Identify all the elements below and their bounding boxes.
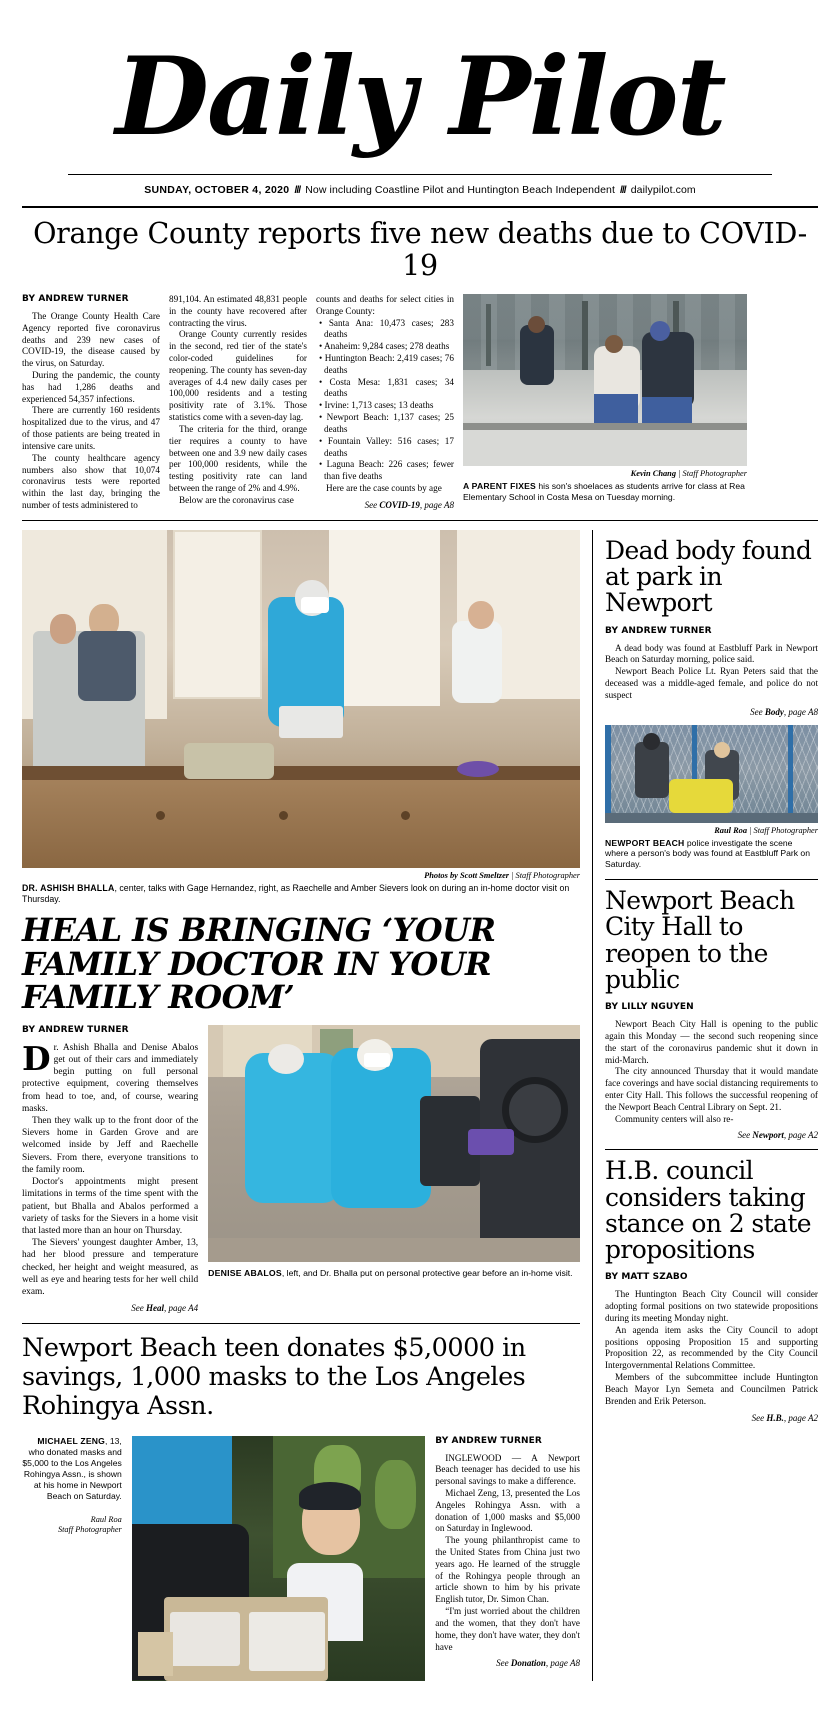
sidebar-body-photo [605, 725, 818, 823]
sidebar-body-jumpline[interactable] [605, 702, 818, 717]
lead-col2-text [169, 294, 307, 507]
cutline-lead: DR. ASHISH BHALLA [22, 882, 115, 893]
feature-byline: BY ANDREW TURNER [22, 1024, 129, 1035]
bottom-story-headline: Newport Beach teen donates $5,0000 in savings, 1,000 masks to the Los Angeles Rohingya Assn. [22, 1333, 526, 1422]
lead-headline: Orange County reports five new deaths due to COVID-19 [33, 217, 807, 283]
photo-credit-role: Staff Photographer [682, 468, 747, 478]
photo-credit-role: Staff Photographer [57, 1525, 122, 1535]
sidebar-hb-byline: BY MATT SZABO [605, 1272, 688, 1283]
feature-photo-secondary [208, 1025, 580, 1262]
sidebar-body-text [605, 643, 818, 702]
bottom-story-jumpline[interactable] [435, 1653, 580, 1668]
cutline-lead: A PARENT FIXES [463, 480, 536, 491]
masthead-title: Daily Pilot [115, 34, 725, 160]
paragraph: Doctor's appointments might present limitations in terms of the time spent with the patient, but Bhalla and Abalos performed a variety of tasks for the Sievers in a home visit that lasted more than an hour on Thursday. [22, 1177, 199, 1236]
paragraph: Dr. Ashish Bhalla and Denise Abalos get out of their cars and immediately begin putting on full personal protective equipment, covering themselves from head to toe, and, of course, wearing masks. [22, 1038, 199, 1114]
paragraph: During the pandemic, the county has had 1,286 deaths and experienced 54,357 infections. [22, 370, 160, 404]
sidebar-cityhall-jumpline[interactable] [605, 1125, 818, 1140]
cutline-lead: MICHAEL ZENG [37, 1435, 106, 1446]
paragraph: INGLEWOOD — A Newport Beach teenager has decided to use his personal savings to make a difference. [435, 1452, 580, 1487]
bottom-story-text-column [435, 1436, 580, 1681]
city-case-item: • Santa Ana: 10,473 cases; 283 deaths [319, 317, 454, 340]
dateline-separator-1: /// [294, 184, 301, 197]
jump-see: See [737, 1130, 751, 1141]
sidebar-cityhall-headline: Newport Beach City Hall to reopen to the public [605, 886, 795, 994]
paragraph: The criteria for the third, orange tier requires a county to have between one and 3.9 new daily cases per 100,000 residents, while the testing positivity rate can land between the range of 2% and 4.9%. [169, 423, 307, 493]
sidebar-body-cutline [605, 835, 818, 870]
paragraph: Newport Beach City Hall is opening to the public again this Monday — the second such reopening since the start of the coronavirus pandemic shut it down in mid-March. [605, 1019, 818, 1065]
paragraph: Below are the coronavirus case [179, 494, 294, 505]
paragraph: Michael Zeng, 13, presented the Los Angeles Rohingya Assn. with a donation of 1,000 masks and $5,000 on Saturday in Inglewood. [435, 1487, 580, 1534]
bottom-story-photo-credit [22, 1503, 122, 1537]
sidebar-cityhall-text [605, 1019, 818, 1125]
lead-column-3 [316, 294, 454, 512]
paragraph: Orange County currently resides in the second, red tier of the state's color-coded guidelines for reopening. The county has seven-day averages of 4.4 new daily cases per 100,000 residents and a testing positivity rate of 3.1%. Those statistics come with a seven-day lag. [169, 329, 307, 423]
lead-photo-credit: Kevin Chang | Staff Photographer [630, 468, 747, 478]
lead-column-1 [22, 294, 160, 512]
lead-byline: BY ANDREW TURNER [22, 293, 129, 304]
photo-credit-role: Staff Photographer [515, 870, 580, 880]
cutline-rest: , 13, who donated masks and $5,000 to the Los Angeles Rohingya Assn., is shown at his home in Newport Beach on Saturday. [22, 1435, 122, 1502]
jump-see: See [364, 499, 378, 510]
lead-photo-block [463, 294, 747, 512]
lead-column-2 [169, 294, 307, 512]
bottom-story-byline: BY ANDREW TURNER [435, 1435, 542, 1446]
feature-text-column [22, 1025, 198, 1314]
lead-photo-cutline [463, 478, 747, 503]
feature-photo-secondary-block [208, 1025, 580, 1314]
paragraph: The young philanthropist came to the United States from China just two years ago. He learned of the struggle of the Rohingya people through an article shown to him by his private English tutor, Dr. Simon Chan. [435, 1535, 580, 1605]
photo-credit-name: Photos by Scott Smeltzer [424, 870, 510, 880]
dateline-date: SUNDAY, OCTOBER 4, 2020 [144, 184, 290, 197]
sidebar-body-byline: BY ANDREW TURNER [605, 625, 712, 636]
jump-page: , page A8 [783, 706, 818, 717]
paragraph: Here are the case counts by age [326, 482, 442, 493]
jump-page: , page A8 [545, 1658, 580, 1669]
lead-col1-text [22, 311, 160, 512]
column-divider [592, 530, 593, 1681]
bottom-story-body [435, 1453, 580, 1654]
lead-jumpline[interactable] [316, 495, 454, 510]
dateline-separator-2: /// [619, 184, 626, 197]
sidebar-body-headline: Dead body found at park in Newport [605, 535, 812, 618]
paragraph: The Orange County Health Care Agency reported five coronavirus deaths and 239 new cases of COVID-19, the disease caused by the virus, on Saturday. [22, 310, 160, 369]
dateline-bar [22, 175, 818, 206]
paragraph: Members of the subcommittee include Huntington Beach Mayor Lyn Semeta and Councilmen Patrick Brenden and Erik Peterson. [605, 1372, 818, 1406]
jump-label: H.B. [766, 1412, 784, 1423]
feature-photo-main [22, 530, 580, 868]
paragraph: A dead body was found at Eastbluff Park in Newport Beach on Saturday morning, police said. [605, 642, 818, 665]
masthead [22, 0, 818, 160]
jump-label: Newport [752, 1130, 784, 1141]
left-zone [22, 530, 592, 1681]
bottom-story-photo-block [132, 1436, 425, 1681]
jump-page: , page A2 [783, 1412, 818, 1423]
jump-page: , page A4 [164, 1303, 199, 1314]
jump-page: , page A8 [419, 499, 454, 510]
paragraph: “I'm just worried about the children and the women, that they don't have home, they don't have water, they don't have [435, 1606, 580, 1652]
paragraph: The Huntington Beach City Council will consider adopting formal positions on two statewide propositions during its meeting Monday night. [605, 1289, 818, 1324]
feature-photo-credit: Photos by Scott Smeltzer | Staff Photographer [424, 870, 580, 880]
city-case-item: • Costa Mesa: 1,831 cases; 34 deaths [319, 376, 454, 399]
jump-see: See [496, 1658, 509, 1669]
lead-photo [463, 294, 747, 466]
dateline-website[interactable]: dailypilot.com [630, 184, 696, 197]
feature-photo-cutline [22, 880, 580, 905]
paragraph: The county healthcare agency numbers also show that 10,074 coronavirus tests were reported within the last day, bringing the number of tests administered to [22, 452, 160, 510]
sidebar-hb-headline: H.B. council considers taking stance on 2 state propositions [605, 1156, 811, 1265]
city-case-item: • Fountain Valley: 516 cases; 17 deaths [319, 435, 454, 458]
jump-label: COVID-19 [379, 499, 420, 510]
sidebar-hb-jumpline[interactable] [605, 1408, 818, 1423]
sidebar-hb-text [605, 1289, 818, 1407]
city-case-item: • Huntington Beach: 2,419 cases; 76 deaths [319, 353, 454, 375]
feature-headline: HEAL IS BRINGING ‘YOUR FAMILY DOCTOR IN YOUR FAMILY ROOM’ [22, 910, 496, 1017]
jump-page: , page A2 [783, 1130, 818, 1141]
jump-label: Heal [146, 1303, 165, 1314]
paragraph: 891,104. An estimated 48,831 people in the county have recovered after contracting the virus. [169, 293, 307, 328]
right-sidebar [605, 530, 818, 1681]
cutline-rest: , left, and Dr. Bhalla put on personal protective gear before an in-home visit. [281, 1267, 573, 1278]
paragraph: There are currently 160 residents hospitalized due to the virus, and 47 of those patients are being treated in intensive care units. [22, 405, 160, 451]
jump-see: See [750, 706, 763, 717]
bottom-story-photo [132, 1436, 425, 1681]
cutline-rest: , center, talks with Gage Hernandez, right, as Raechelle and Amber Sievers look on during an in-home doctor visit on Thursday. [22, 882, 570, 904]
photo-credit-name: Raul Roa [90, 1514, 122, 1524]
bottom-story-caption [22, 1436, 122, 1681]
paragraph: The Sievers' youngest daughter Amber, 13, had her blood pressure and temperature checked, her height and weight measured, as well as eye and hearing tests for her well child exam. [22, 1238, 199, 1298]
bottom-story-row [22, 1432, 580, 1681]
sidebar-body-photo-credit: Raul Roa | Staff Photographer [714, 825, 818, 835]
cutline-rest: police investigate the scene where a person's body was found at Eastbluff Park on Saturday. [605, 837, 810, 870]
cutline-lead: NEWPORT BEACH [605, 837, 685, 848]
paragraph: An agenda item asks the City Council to adopt positions opposing Proposition 15 and supporting Proposition 22, as recommended by the City Council Intergovernmental Relations Committee. [605, 1324, 818, 1371]
cutline-rest: his son's shoelaces as students arrive for class at Rea Elementary School in Costa Mesa on Tuesday morning. [463, 480, 745, 502]
paragraph: Community centers will also re- [615, 1113, 734, 1124]
paragraph: Then they walk up to the front door of the Sievers home in Garden Grove and are welcomed inside by Jeff and Raechelle Sievers. From there, everyone transitions to the family room. [22, 1116, 199, 1175]
jump-see: See [751, 1412, 765, 1423]
paragraph: counts and deaths for select cities in Orange County: [316, 293, 454, 316]
dateline-tagline: Now including Coastline Pilot and Huntington Beach Independent [305, 184, 615, 197]
feature-body-row [22, 1025, 580, 1314]
photo-credit-name: Raul Roa [714, 825, 748, 835]
feature-jumpline[interactable] [22, 1298, 198, 1313]
city-case-item: • Anaheim: 9,284 cases; 278 deaths [319, 341, 450, 352]
jump-label: Donation [510, 1658, 546, 1669]
cutline-lead: DENISE ABALOS [208, 1267, 282, 1278]
feature-photo-secondary-cutline [208, 1262, 580, 1279]
photo-credit-role: Staff Photographer [753, 825, 818, 835]
jump-label: Body [764, 706, 784, 717]
sidebar-cityhall-byline: BY LILLY NGUYEN [605, 1002, 694, 1013]
city-case-item: • Newport Beach: 1,137 cases; 25 deaths [319, 412, 454, 434]
jump-see: See [131, 1303, 144, 1314]
lead-col3-text [316, 294, 454, 495]
city-case-item: • Irvine: 1,713 cases; 13 deaths [319, 400, 434, 411]
main-content-row [22, 521, 818, 1681]
paragraph: The city announced Thursday that it would mandate face coverings and have social distancing requirements to enter City Hall. This follows the successful reopening of the Newport Beach Central Library on Sept. 21. [605, 1066, 818, 1112]
photo-credit-name: Kevin Chang [630, 468, 677, 478]
paragraph: Newport Beach Police Lt. Ryan Peters said that the deceased was a middle-aged female, and police do not suspect [605, 666, 818, 700]
lead-story-section [22, 292, 818, 512]
feature-body-text [22, 1038, 199, 1299]
city-case-item: • Laguna Beach: 226 cases; fewer than five deaths [319, 459, 454, 482]
